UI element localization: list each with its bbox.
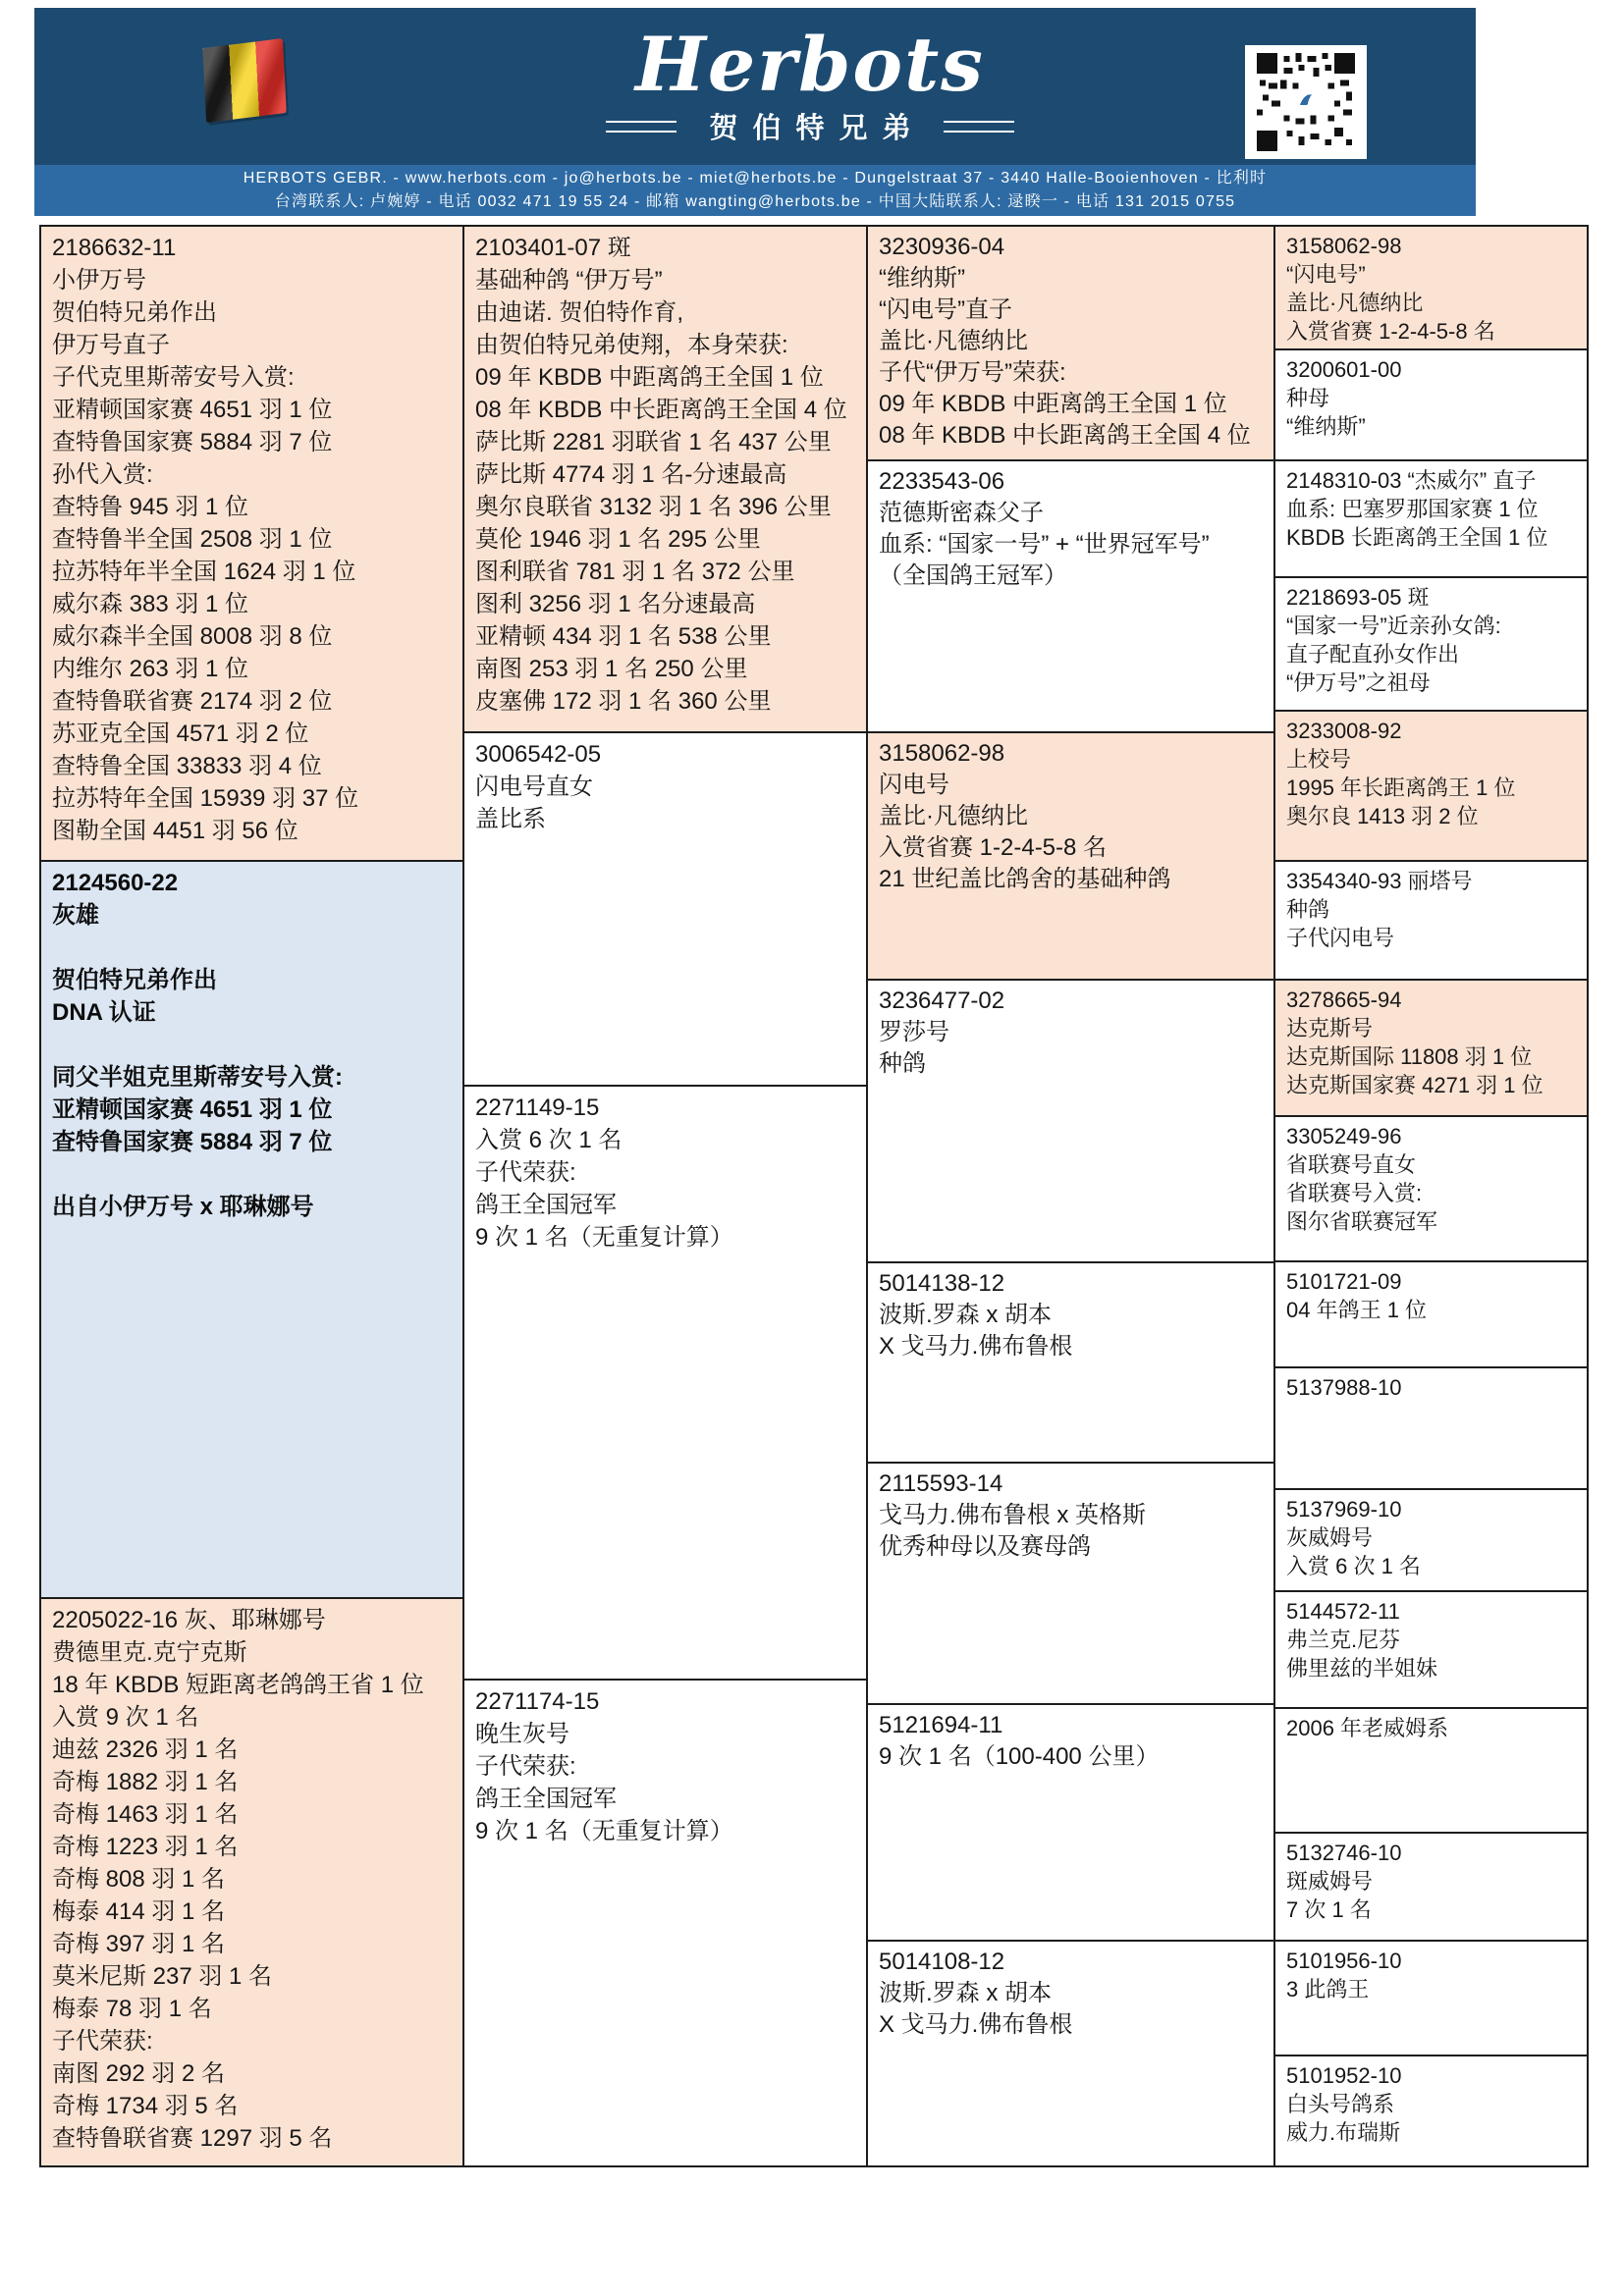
pedigree-cell-line: 罗莎号 — [879, 1019, 949, 1045]
pedigree-cell-line: “闪电号” — [1286, 262, 1366, 287]
pedigree-cell — [1273, 459, 1589, 578]
pedigree-cell-line: X 戈马力.佛布鲁根 — [879, 2011, 1073, 2038]
pedigree-cell-line: 优秀种母以及赛母鸽 — [879, 1533, 1091, 1560]
pedigree-cell — [1273, 1707, 1589, 1834]
pedigree-cell-line: 达克斯国际 11808 羽 1 位 — [1286, 1044, 1533, 1069]
pedigree-cell — [866, 225, 1275, 461]
pedigree-cell-line: 入赏 9 次 1 名 — [52, 1704, 199, 1731]
pedigree-cell-line: 弗兰克.尼芬 — [1286, 1628, 1401, 1652]
pedigree-cell-line: 斑威姆号 — [1286, 1869, 1374, 1894]
brand-cn-row — [565, 106, 1056, 146]
pedigree-cell-line: 查特鲁国家赛 5884 羽 7 位 — [52, 429, 333, 455]
pedigree-cell-line: 08 年 KBDB 中长距离鸽王全国 4 位 — [475, 397, 847, 423]
pedigree-cell — [1273, 2055, 1589, 2167]
contact-band — [34, 165, 1476, 216]
pedigree-cell-line: 灰雄 — [52, 902, 99, 929]
pedigree-cell-line: 子代荣获: — [475, 1159, 576, 1186]
pedigree-cell-line: 梅泰 78 羽 1 名 — [52, 1996, 212, 2022]
qr-code — [1245, 45, 1367, 159]
pedigree-cell-line: 奇梅 1223 羽 1 名 — [52, 1834, 239, 1860]
pedigree-cell — [866, 1940, 1275, 2167]
pedigree-cell — [39, 860, 464, 1599]
pedigree-cell-line: 7 次 1 名 — [1286, 1897, 1372, 1922]
pedigree-cell-line: 04 年鸽王 1 位 — [1286, 1298, 1428, 1322]
pedigree-cell — [1273, 1940, 1589, 2056]
pedigree-cell-line: 5137988-10 — [1286, 1375, 1402, 1400]
pedigree-cell-line: 5101952-10 — [1286, 2063, 1402, 2088]
pedigree-cell-line: 盖比系 — [475, 806, 546, 832]
pedigree-cell-line: 戈马力.佛布鲁根 x 英格斯 — [879, 1502, 1147, 1528]
pedigree-cell — [462, 1679, 868, 2167]
pedigree-cell-line: 亚精顿国家赛 4651 羽 1 位 — [52, 1096, 333, 1123]
pedigree-cell-line: 3 此鸽王 — [1286, 1977, 1370, 2002]
header-band — [34, 8, 1476, 165]
pedigree-cell-line: 伊万号直子 — [52, 332, 170, 358]
pedigree-cell-line: 入赏省赛 1-2-4-5-8 名 — [1286, 319, 1495, 344]
pedigree-cell-line: 由贺伯特兄弟使翔，本身荣获: — [475, 332, 788, 358]
pedigree-cell-line: 血系: 巴塞罗那国家赛 1 位 — [1286, 497, 1539, 521]
pedigree-cell — [1273, 1115, 1589, 1262]
pedigree-cell-line: 入赏 6 次 1 名 — [1286, 1554, 1421, 1578]
pedigree-cell-line: 南图 292 羽 2 名 — [52, 2060, 226, 2087]
pedigree-cell — [866, 731, 1275, 981]
pedigree-cell-line — [52, 932, 452, 964]
pedigree-cell-line: 2233543-06 — [879, 468, 1005, 495]
pedigree-cell-line: 子代克里斯蒂安号入赏: — [52, 364, 295, 391]
pedigree-cell-line: 2271149-15 — [475, 1095, 600, 1121]
pedigree-cell-line: 省联赛号入赏: — [1286, 1181, 1423, 1205]
pedigree-cell-line: 图利联省 781 羽 1 名 372 公里 — [475, 559, 795, 585]
pedigree-cell-line: 鸽王全国冠军 — [475, 1192, 617, 1218]
pedigree-cell-line: 基础种鸽 “伊万号” — [475, 267, 663, 294]
pedigree-cell — [1273, 710, 1589, 862]
pedigree-cell-line: “闪电号”直子 — [879, 296, 1012, 323]
pedigree-cell-line: 3230936-04 — [879, 234, 1005, 260]
pedigree-cell-line: 2115593-14 — [879, 1470, 1003, 1497]
pedigree-cell-line: 萨比斯 2281 羽联省 1 名 437 公里 — [475, 429, 832, 455]
decorative-line — [944, 121, 1014, 133]
pedigree-cell-line: 奇梅 1463 羽 1 名 — [52, 1801, 239, 1828]
pedigree-cell — [462, 225, 868, 733]
pedigree-cell-line: 莫伦 1946 羽 1 名 295 公里 — [475, 526, 761, 553]
pedigree-cell-line: 南图 253 羽 1 名 250 公里 — [475, 656, 748, 682]
pedigree-cell-line: 佛里兹的半姐妹 — [1286, 1656, 1438, 1681]
pedigree-cell-line: 2186632-11 — [52, 235, 177, 261]
pedigree-cell-line: 5137969-10 — [1286, 1497, 1402, 1522]
pedigree-cell-line: 晚生灰号 — [475, 1721, 569, 1747]
pedigree-cell — [866, 459, 1275, 733]
pedigree-cell-line: 图尔省联赛冠军 — [1286, 1209, 1438, 1234]
pedigree-cell-line: “维纳斯” — [879, 265, 965, 292]
brand-wordmark: Herbots — [635, 21, 985, 108]
pedigree-cell-line: 9 次 1 名（无重复计算） — [475, 1224, 733, 1251]
pedigree-cell-line: 莫米尼斯 237 羽 1 名 — [52, 1963, 273, 1990]
pedigree-cell-line: 贺伯特兄弟作出 — [52, 299, 217, 326]
pedigree-cell-line: 省联赛号直女 — [1286, 1152, 1417, 1177]
pedigree-cell-line: 2148310-03 “杰威尔” 直子 — [1286, 468, 1537, 493]
brand-chinese-name: 贺伯特兄弟 — [709, 113, 926, 144]
pedigree-cell — [866, 979, 1275, 1263]
pedigree-cell — [1273, 1590, 1589, 1709]
pedigree-cell-line: 贺伯特兄弟作出 — [52, 967, 217, 993]
pedigree-cell-line: 2124560-22 — [52, 870, 179, 896]
pedigree-cell-line: 鸽王全国冠军 — [475, 1786, 617, 1812]
pedigree-cell-line: “国家一号”近亲孙女鸽: — [1286, 614, 1501, 638]
pedigree-cell-line: 入赏省赛 1-2-4-5-8 名 — [879, 834, 1108, 861]
pedigree-cell-line: 2006 年老威姆系 — [1286, 1716, 1449, 1740]
pedigree-cell — [39, 1597, 464, 2167]
pedigree-cell-line: 同父半姐克里斯蒂安号入赏: — [52, 1064, 343, 1091]
pedigree-cell-line: 直子配直孙女作出 — [1286, 642, 1460, 667]
pedigree-cell-line: 1995 年长距离鸽王 1 位 — [1286, 775, 1516, 800]
pedigree-cell-line: 2205022-16 灰、耶琳娜号 — [52, 1607, 326, 1633]
pedigree-cell-line: （全国鸽王冠军） — [879, 562, 1067, 589]
pedigree-cell-line: 梅泰 414 羽 1 名 — [52, 1898, 226, 1925]
pedigree-cell — [462, 731, 868, 1087]
pedigree-cell-line: 由迪诺. 贺伯特作育, — [475, 299, 684, 326]
pedigree-cell-line: 种母 — [1286, 386, 1330, 410]
pedigree-cell-line: 孙代入赏: — [52, 461, 153, 488]
pedigree-cell-line: 5144572-11 — [1286, 1599, 1400, 1624]
pedigree-cell-line: 威力.布瑞斯 — [1286, 2120, 1401, 2145]
pedigree-cell-line: 奇梅 1734 羽 5 名 — [52, 2093, 239, 2119]
pedigree-cell-line: 白头号鸽系 — [1286, 2092, 1395, 2116]
belgium-flag-icon — [202, 38, 287, 123]
pedigree-cell-line: 3305249-96 — [1286, 1124, 1402, 1148]
pedigree-cell-line: 亚精顿国家赛 4651 羽 1 位 — [52, 397, 333, 423]
pedigree-cell-line: 查特鲁全国 33833 羽 4 位 — [52, 753, 322, 779]
pedigree-cell-line: 5014108-12 — [879, 1949, 1005, 1975]
pedigree-cell-line: 18 年 KBDB 短距离老鸽鸽王省 1 位 — [52, 1672, 424, 1698]
pedigree-cell-line: 21 世纪盖比鸽舍的基础种鸽 — [879, 866, 1171, 892]
pedigree-cell-line: 达克斯号 — [1286, 1016, 1374, 1041]
decorative-line — [606, 121, 677, 133]
brand-logo — [565, 21, 1056, 146]
pedigree-cell-line: 3158062-98 — [1286, 234, 1402, 258]
pedigree-cell — [1273, 1260, 1589, 1368]
pedigree-cell-line: 子代“伊万号”荣获: — [879, 359, 1066, 386]
pedigree-cell — [1273, 225, 1589, 350]
pedigree-cell-line: 盖比·凡德纳比 — [1286, 291, 1424, 315]
pedigree-cell-line: 拉苏特年半全国 1624 羽 1 位 — [52, 559, 356, 585]
pedigree-cell — [1273, 576, 1589, 712]
pedigree-cell — [1273, 1832, 1589, 1942]
pedigree-cell-line: 奥尔良 1413 羽 2 位 — [1286, 804, 1479, 828]
pedigree-cell-line: 9 次 1 名（100-400 公里） — [879, 1743, 1160, 1770]
pedigree-cell-line: 波斯.罗森 x 胡本 — [879, 1980, 1053, 2006]
pedigree-cell-line: 3200601-00 — [1286, 357, 1402, 382]
pedigree-cell — [1273, 1366, 1589, 1490]
pedigree-cell-line: “维纳斯” — [1286, 414, 1366, 439]
pedigree-cell-line: 5132746-10 — [1286, 1841, 1402, 1865]
pedigree-cell-line: 查特鲁 945 羽 1 位 — [52, 494, 249, 520]
pedigree-cell-line: 09 年 KBDB 中距离鸽王全国 1 位 — [879, 391, 1227, 417]
pedigree-cell-line: 08 年 KBDB 中长距离鸽王全国 4 位 — [879, 422, 1251, 449]
pedigree-cell-line: 盖比·凡德纳比 — [879, 328, 1028, 354]
pedigree-cell — [1273, 860, 1589, 981]
pedigree-cell-line: 3158062-98 — [879, 740, 1005, 767]
pedigree-cell-line: 威尔森 383 羽 1 位 — [52, 591, 249, 617]
pedigree-cell-line: 血系: “国家一号” + “世界冠军号” — [879, 531, 1210, 558]
pedigree-cell-line: 图利 3256 羽 1 名分速最高 — [475, 591, 756, 617]
pedigree-cell-line: 3006542-05 — [475, 741, 602, 768]
pedigree-cell — [1273, 348, 1589, 461]
pedigree-cell-line: 子代荣获: — [475, 1753, 576, 1780]
pedigree-cell-line: 2218693-05 斑 — [1286, 585, 1430, 610]
pedigree-cell-line: 5101956-10 — [1286, 1949, 1402, 1973]
pedigree-cell-line: 亚精顿 434 羽 1 名 538 公里 — [475, 623, 772, 650]
pedigree-cell — [866, 1261, 1275, 1464]
pedigree-cell-line: 内维尔 263 羽 1 位 — [52, 656, 249, 682]
pedigree-cell-line: 查特鲁联省赛 1297 羽 5 名 — [52, 2125, 333, 2152]
pedigree-cell-line: 子代荣获: — [52, 2028, 153, 2055]
pedigree-cell-line: 灰威姆号 — [1286, 1525, 1374, 1550]
pedigree-cell-line: 9 次 1 名（无重复计算） — [475, 1818, 733, 1844]
pedigree-cell-line: 威尔森半全国 8008 羽 8 位 — [52, 623, 333, 650]
pedigree-cell-line: 奇梅 1882 羽 1 名 — [52, 1769, 239, 1795]
pedigree-cell-line: 查特鲁联省赛 2174 羽 2 位 — [52, 688, 333, 715]
pedigree-cell-line: 种鸽 — [879, 1050, 926, 1077]
pedigree-cell-line: X 戈马力.佛布鲁根 — [879, 1333, 1073, 1360]
pedigree-cell-line: 子代闪电号 — [1286, 926, 1395, 950]
pedigree-cell-line: 出自小伊万号 x 耶琳娜号 — [52, 1194, 314, 1220]
pedigree-cell-line: 闪电号 — [879, 772, 949, 798]
pedigree-cell-line: 3236477-02 — [879, 988, 1005, 1014]
pedigree-cell — [462, 1085, 868, 1681]
pedigree-cell-line: 3233008-92 — [1286, 719, 1402, 743]
pedigree-cell-line: 奇梅 808 羽 1 名 — [52, 1866, 226, 1893]
pedigree-cell-line: 拉苏特年全国 15939 羽 37 位 — [52, 785, 359, 812]
pedigree-cell-line: 小伊万号 — [52, 267, 146, 294]
pedigree-cell-line: 图勒全国 4451 羽 56 位 — [52, 818, 298, 844]
pedigree-cell-line: 闪电号直女 — [475, 774, 593, 800]
pedigree-cell-line: 3354340-93 丽塔号 — [1286, 869, 1473, 893]
pedigree-cell-line: KBDB 长距离鸽王全国 1 位 — [1286, 525, 1548, 550]
pedigree-cell-line: DNA 认证 — [52, 999, 156, 1026]
pedigree-cell-line: 达克斯国家赛 4271 羽 1 位 — [1286, 1073, 1543, 1097]
pedigree-cell — [1273, 1488, 1589, 1592]
pedigree-cell-line: 奇梅 397 羽 1 名 — [52, 1931, 226, 1957]
pedigree-cell — [866, 1703, 1275, 1942]
pedigree-cell — [39, 225, 464, 862]
pedigree-cell-line: 种鸽 — [1286, 897, 1330, 922]
pedigree-cell — [866, 1462, 1275, 1705]
pedigree-cell-line: 费德里克.克宁克斯 — [52, 1639, 247, 1666]
pedigree-cell-line: 入赏 6 次 1 名 — [475, 1127, 623, 1153]
pedigree-cell-line: 3278665-94 — [1286, 988, 1402, 1012]
contact-line-1: HERBOTS GEBR. - www.herbots.com - jo@herbots.be - miet@herbots.be - Dungelstraat 37 - 3440 Halle-Booienhoven - 比利时 — [243, 170, 1268, 187]
pedigree-cell-line: 萨比斯 4774 羽 1 名-分速最高 — [475, 461, 787, 488]
pedigree-cell-line: 2271174-15 — [475, 1688, 600, 1715]
pedigree-cell-line: 迪兹 2326 羽 1 名 — [52, 1736, 239, 1763]
pedigree-cell-line: 查特鲁半全国 2508 羽 1 位 — [52, 526, 333, 553]
pedigree-cell-line — [52, 1158, 452, 1191]
pedigree-cell-line: 2103401-07 斑 — [475, 235, 631, 261]
pedigree-cell-line: 范德斯密森父子 — [879, 500, 1044, 526]
pedigree-cell-line: 波斯.罗森 x 胡本 — [879, 1302, 1053, 1328]
pedigree-cell-line: 皮塞佛 172 羽 1 名 360 公里 — [475, 688, 772, 715]
pedigree-cell-line: 苏亚克全国 4571 羽 2 位 — [52, 721, 309, 747]
pedigree-cell-line: 盖比·凡德纳比 — [879, 803, 1028, 829]
pedigree-cell-line: 5101721-09 — [1286, 1269, 1402, 1294]
pedigree-cell — [1273, 979, 1589, 1117]
pedigree-cell-line: “伊万号”之祖母 — [1286, 670, 1431, 695]
pedigree-cell-line: 奥尔良联省 3132 羽 1 名 396 公里 — [475, 494, 832, 520]
pedigree-cell-line: 查特鲁国家赛 5884 羽 7 位 — [52, 1129, 333, 1155]
contact-line-2: 台湾联系人: 卢婉婷 - 电话 0032 471 19 55 24 - 邮箱 wangting@herbots.be - 中国大陆联系人: 逯睽一 - 电话 131 2015 0755 — [274, 193, 1236, 210]
pedigree-cell-line: 5014138-12 — [879, 1270, 1005, 1297]
pedigree-cell-line: 5121694-11 — [879, 1712, 1003, 1738]
pedigree-cell-line: 09 年 KBDB 中距离鸽王全国 1 位 — [475, 364, 824, 391]
pedigree-cell-line — [52, 1029, 452, 1061]
pedigree-cell-line: 上校号 — [1286, 747, 1352, 772]
